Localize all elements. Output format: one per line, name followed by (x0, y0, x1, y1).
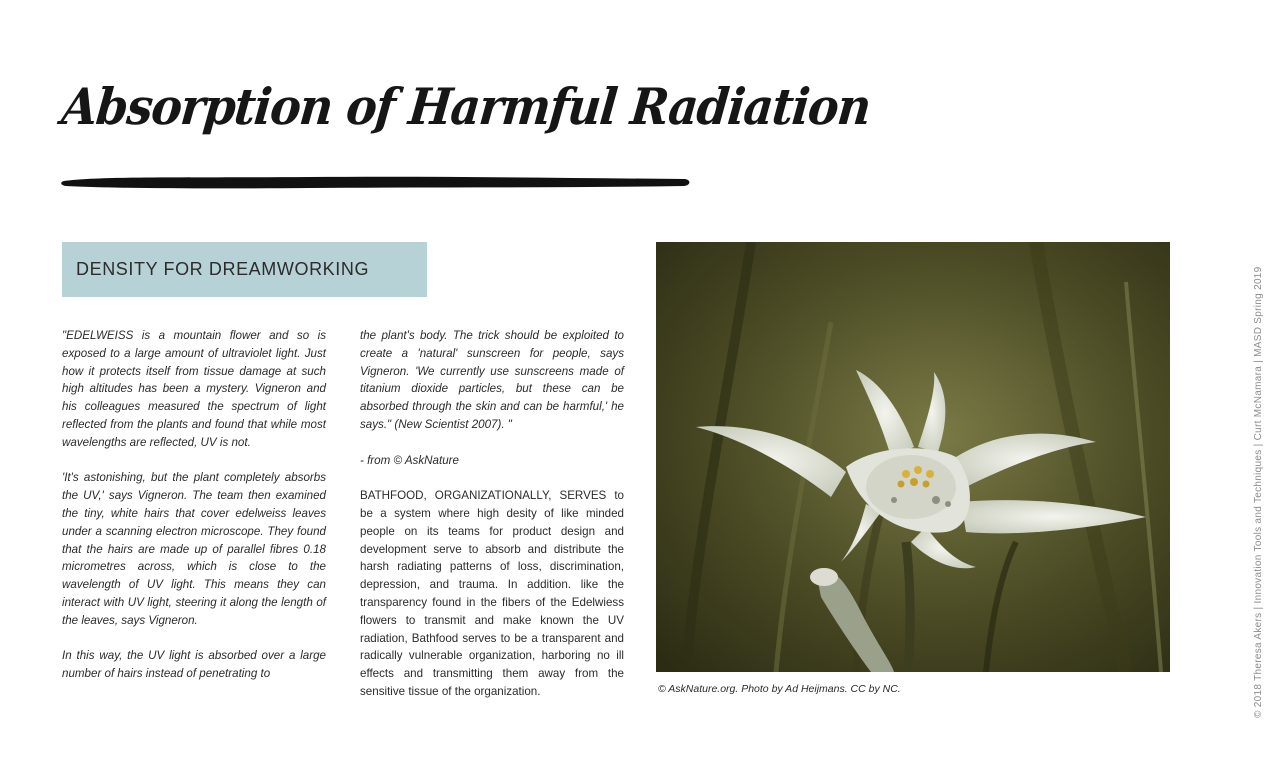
section-heading: DENSITY FOR DREAMWORKING (76, 259, 370, 279)
paragraph: BATHFOOD, ORGANIZATIONALLY, SERVES to be a system where high desity of like minded people on its teams for product design and development serve to absorb and distribute the harsh radiating patterns of loss, discrimination, depression, and trauma. In addition. like the transparency found in the fibers of the Edelwiess flowers to transmit and make known the UV radiation, Bathfood serves to be a transparent and radically vulnerable organization, harboring no ill effects and transmitting them away from the sensitive tissue of the organization. (360, 489, 624, 698)
side-credit: © 2018 Theresa Akers | Innovation Tools and Techniques | Curt McNamara | MASD Spring 2019 (1253, 266, 1264, 718)
paragraph: "EDELWEISS is a mountain flower and so is exposed to a large amount of ultraviolet light. Just how it protects itself from tissue damage at such high altitudes has been a mystery. Vigneron and his colleagues measured the spectrum of light reflected from the plants and found that while most wavelengths are reflected, UV is not. (62, 329, 326, 449)
page-title: Absorption of Harmful Radiation (59, 77, 873, 136)
paragraph: 'It's astonishing, but the plant completely absorbs the UV,' says Vigneron. The team then examined the tiny, white hairs that cover edelweiss leaves under a scanning electron microscope. They found that the hairs are made up of parallel fibres 0.18 micrometres across, which is close to the wavelength of UV light. This means they can interact with UV light, steering it along the length of the leaves, says Vigneron. (62, 471, 326, 627)
source-attribution: - from © AskNature (360, 453, 459, 467)
paragraph: In this way, the UV light is absorbed over a large number of hairs instead of penetrating to (62, 649, 326, 681)
edelweiss-photo (656, 242, 1170, 672)
photo-caption: © AskNature.org. Photo by Ad Heijmans. CC by NC. (658, 683, 901, 695)
section-heading-box (62, 242, 427, 297)
brush-stroke-underline (60, 172, 692, 192)
paragraph: the plant's body. The trick should be exploited to create a 'natural' sunscreen for people, says Vigneron. 'We currently use sunscreens made of titanium dioxide particles, but these can be absorbed through the skin and can be harmful,' he says." (New Scientist 2007). " (360, 329, 624, 431)
text-column-right (360, 327, 624, 719)
text-column-left (62, 327, 326, 701)
